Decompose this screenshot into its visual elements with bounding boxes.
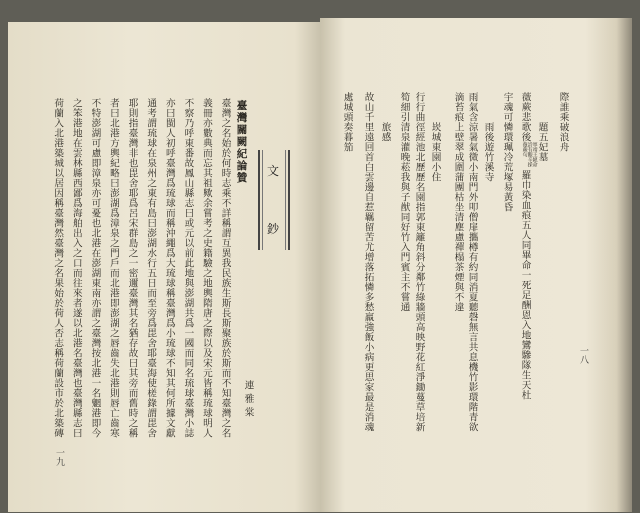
poem-title: 崁城東園小住 — [429, 122, 441, 182]
section-label-char: 鈔 — [267, 222, 280, 236]
page-number-left: 一九 — [54, 448, 64, 466]
article-title: 臺灣關闕紀論贊 — [235, 100, 248, 184]
poem-column: 故山千里遠回首白雲邊自惹羈留苦尤增落拓憐多愁羸強飯小病更思家最是消魂 — [362, 92, 374, 432]
author: 連雅棠 — [242, 380, 254, 421]
poem-column: 雨氣含涼暑氣微小南門外叩僧扉攜樽有約同消夏聽磬無言共息機竹影環階青欲 — [466, 92, 478, 432]
text-column: 通考謂琉球在泉州之東有島曰澎湖水行五日而至旁爲毘舍耶臺海使槎錄謂毘舍 — [145, 98, 157, 438]
poem-text: 羅巾染血痕五人同畢命一死足酬恩入地鸞驂隊生天杜 — [519, 170, 531, 400]
text-column: 者曰北港方輿紀略曰澎湖爲漳泉之門戶而北港即澎湖之唇齒失北港則唇亡齒寒 — [107, 98, 119, 438]
text-column: 之笨港地在雲林縣西鄙爲海舶出入之口而往來者遂以北港名臺灣也臺灣縣志曰 — [70, 98, 82, 438]
poem-column: 筍細引清泉灌晚菘我與子猷同好竹入門賓主不嘗通 — [398, 92, 410, 312]
annotation-note: 寧靖王絕命詩有艱辛採薇蕨句 — [521, 142, 538, 167]
poem-column: 際誰乘破浪舟 — [557, 92, 569, 152]
poem-title: 題五妃墓 — [536, 122, 548, 162]
text-column: 耶則指臺灣非也毘舍耶爲呂宋群島之一密邇臺灣其名猶存故曰其旁而舊時之稱 — [126, 98, 138, 438]
poem-column: 處城頭奏暮笳 — [341, 92, 353, 152]
text-column: 亦曰閩人初呼臺灣爲琉球而稱沖繩爲大琉球稱臺灣爲小琉球不知其何所據文獻 — [163, 98, 175, 438]
poem-column — [520, 92, 537, 400]
poem-title: 雨後遊竹溪寺 — [482, 122, 494, 182]
poem-column: 行行曲徑經池北歷歷名園指郭東籬角斜分鄰竹綠牆頭高映野花紅淨鋤蔓草培新 — [413, 92, 425, 432]
text-column: 臺灣之名始於何時志乘不詳稱謂互異我民族生斯長斯聚族於斯而不知臺灣之名 — [219, 98, 231, 438]
section-label-char: 文 — [267, 164, 280, 178]
text-column: 不特澎湖可慮即漳泉亦可憂也北港在澎湖東南亦謂之臺灣按北港一名魍港即今 — [89, 98, 101, 438]
poem-column: 滴苔痕上壁翠成圍蒲團枯坐清塵慮禪榻茶煙與不違 — [452, 92, 464, 312]
poem-column: 宇魂可憐環珮冷荒塚易黃昏 — [501, 92, 513, 212]
poem-text: 薇蕨悲歌後 — [519, 92, 531, 142]
text-column: 義冊亦數典而忘其祖歟余嘗考之史籍驗之地輿隋唐之際以及宋元皆稱琉球明人 — [200, 98, 212, 438]
text-column: 不察乃呼東番故鳳山縣志曰或元以前此地與澎湖共爲一國而同名琉球臺灣小誌 — [182, 98, 194, 438]
poem-title: 旅感 — [379, 122, 391, 142]
text-column: 荷蘭入北港築城以居因稱臺灣然臺灣之名果始於荷人否志稱荷蘭設市於北築磚 — [52, 98, 64, 438]
section-label-box — [258, 150, 290, 250]
page-number-right: 一八 — [578, 346, 588, 364]
